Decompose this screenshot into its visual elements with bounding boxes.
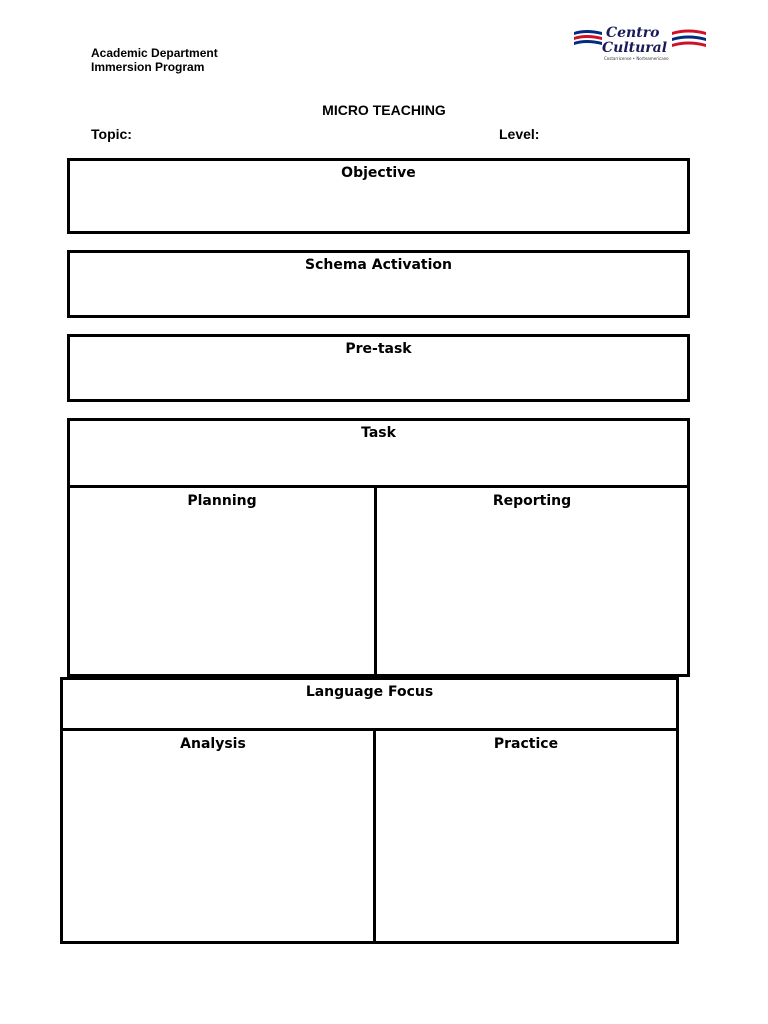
analysis-heading: Analysis — [180, 736, 246, 752]
objective-box[interactable] — [67, 158, 690, 234]
svg-text:Costarricense • Norteamericano: Costarricense • Norteamericano — [604, 56, 669, 61]
task-heading: Task — [361, 425, 396, 441]
pretask-box[interactable] — [67, 334, 690, 402]
task-column-divider — [374, 485, 377, 674]
department-header — [91, 46, 218, 74]
schema-activation-heading: Schema Activation — [304, 257, 453, 273]
task-divider — [70, 485, 687, 488]
schema-activation-box[interactable] — [67, 250, 690, 318]
logo-graphic — [572, 22, 708, 68]
pretask-heading: Pre-task — [345, 341, 412, 357]
program-name: Immersion Program — [91, 60, 205, 74]
language-focus-heading: Language Focus — [305, 684, 434, 700]
practice-heading: Practice — [493, 736, 559, 752]
language-focus-column-divider — [373, 728, 376, 941]
svg-text:Centro: Centro — [606, 25, 660, 41]
task-box — [67, 418, 690, 677]
level-label: Level: — [499, 126, 540, 142]
svg-text:Cultural: Cultural — [602, 40, 668, 56]
planning-heading: Planning — [187, 493, 257, 509]
department-name: Academic Department — [91, 46, 218, 60]
language-focus-divider — [63, 728, 676, 731]
language-focus-box — [60, 677, 679, 944]
centro-cultural-logo — [572, 22, 708, 68]
title-text: MICRO TEACHING — [322, 102, 446, 118]
reporting-heading: Reporting — [492, 493, 572, 509]
topic-label: Topic: — [91, 126, 132, 142]
document-title — [0, 102, 768, 118]
objective-heading: Objective — [341, 165, 416, 181]
